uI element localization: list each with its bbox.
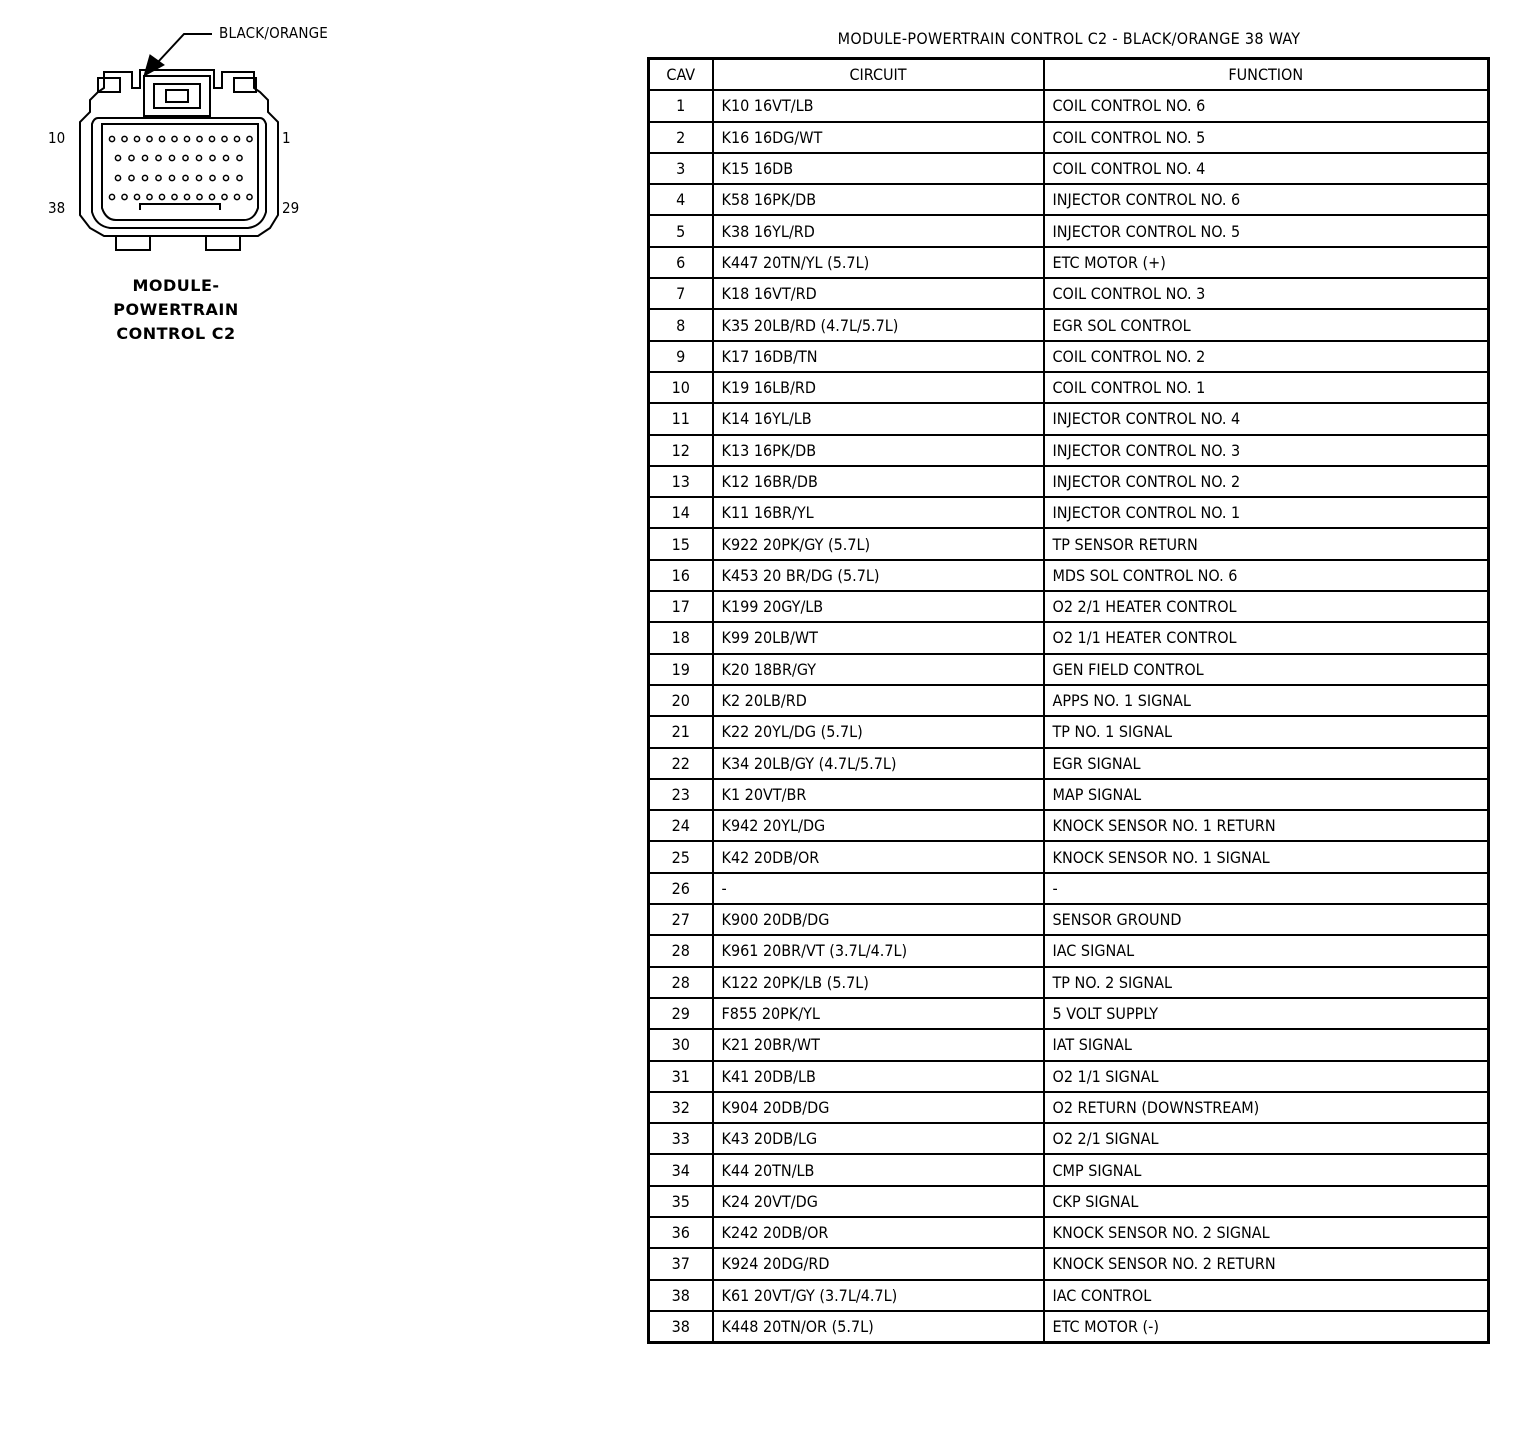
circuit-cell: K10 16VT/LB [713,90,1044,121]
cav-cell: 38 [649,1311,713,1343]
function-cell: ETC MOTOR (-) [1044,1311,1489,1343]
function-cell: O2 2/1 HEATER CONTROL [1044,591,1489,622]
pin-label-38: 38 [48,199,66,217]
connector-pin [115,155,120,160]
function-cell: COIL CONTROL NO. 1 [1044,372,1489,403]
table-row [649,810,1489,841]
cav-cell: 24 [649,810,713,841]
table-row [649,341,1489,372]
cav-cell: 35 [649,1186,713,1217]
connector-pin [210,155,215,160]
circuit-cell: K17 16DB/TN [713,341,1044,372]
cav-cell: 25 [649,841,713,872]
connector-pin [122,194,127,199]
pin-label-10: 10 [48,129,66,147]
connector-pin [209,136,214,141]
cav-cell: 3 [649,153,713,184]
cav-cell: 15 [649,528,713,559]
function-cell: ETC MOTOR (+) [1044,247,1489,278]
cav-cell: 22 [649,748,713,779]
cav-cell: 23 [649,779,713,810]
table-header-row [649,59,1489,91]
cav-cell: 1 [649,90,713,121]
table-body [649,90,1489,1342]
connector-pin [209,194,214,199]
circuit-cell: K24 20VT/DG [713,1186,1044,1217]
function-cell: COIL CONTROL NO. 2 [1044,341,1489,372]
header-cav: CAV [649,59,713,91]
connector-pin [159,136,164,141]
cav-cell: 16 [649,560,713,591]
circuit-cell: K18 16VT/RD [713,278,1044,309]
connector-pin [222,136,227,141]
connector-pin [234,194,239,199]
table-row [649,372,1489,403]
circuit-cell: K34 20LB/GY (4.7L/5.7L) [713,748,1044,779]
connector-pin [183,155,188,160]
cav-cell: 28 [649,967,713,998]
circuit-cell: K41 20DB/LB [713,1061,1044,1092]
function-cell: 5 VOLT SUPPLY [1044,998,1489,1029]
circuit-cell: K43 20DB/LG [713,1123,1044,1154]
table-row [649,1248,1489,1279]
circuit-cell: K942 20YL/DG [713,810,1044,841]
connector-pin [122,136,127,141]
function-cell: INJECTOR CONTROL NO. 3 [1044,435,1489,466]
circuit-cell: K924 20DG/RD [713,1248,1044,1279]
function-cell: IAT SIGNAL [1044,1029,1489,1060]
circuit-cell: F855 20PK/YL [713,998,1044,1029]
connector-pin [184,136,189,141]
function-cell: GEN FIELD CONTROL [1044,654,1489,685]
connector-pin [159,194,164,199]
function-cell: INJECTOR CONTROL NO. 1 [1044,497,1489,528]
connector-pin [183,175,188,180]
connector-pin [234,136,239,141]
pinout-table [647,57,1490,1344]
connector-pin [247,194,252,199]
circuit-cell: K1 20VT/BR [713,779,1044,810]
caption-line-2: POWERTRAIN [113,300,239,319]
connector-pin [210,175,215,180]
circuit-cell: - [713,873,1044,904]
table-row [649,935,1489,966]
connector-color-label: BLACK/ORANGE [219,24,328,42]
cav-cell: 36 [649,1217,713,1248]
cav-cell: 18 [649,622,713,653]
function-cell: O2 1/1 HEATER CONTROL [1044,622,1489,653]
connector-pin [129,155,134,160]
connector-pin [169,155,174,160]
table-row [649,1092,1489,1123]
cav-cell: 17 [649,591,713,622]
circuit-cell: K199 20GY/LB [713,591,1044,622]
cav-cell: 21 [649,716,713,747]
connector-pin [237,155,242,160]
header-circuit: CIRCUIT [713,59,1044,91]
table-row [649,622,1489,653]
function-cell: EGR SOL CONTROL [1044,309,1489,340]
cav-cell: 9 [649,341,713,372]
cav-cell: 13 [649,466,713,497]
cav-cell: 5 [649,215,713,246]
cav-cell: 11 [649,403,713,434]
circuit-cell: K21 20BR/WT [713,1029,1044,1060]
table-row [649,967,1489,998]
table-row [649,528,1489,559]
connector-diagram [0,0,600,360]
table-row [649,1186,1489,1217]
table-row [649,560,1489,591]
function-cell: INJECTOR CONTROL NO. 2 [1044,466,1489,497]
table-row [649,1311,1489,1343]
function-cell: IAC SIGNAL [1044,935,1489,966]
table-row [649,122,1489,153]
caption-line-1: MODULE- [132,276,220,295]
table-row [649,278,1489,309]
table-row [649,873,1489,904]
circuit-cell: K904 20DB/DG [713,1092,1044,1123]
table-row [649,309,1489,340]
circuit-cell: K122 20PK/LB (5.7L) [713,967,1044,998]
function-cell: COIL CONTROL NO. 5 [1044,122,1489,153]
connector-pin [156,175,161,180]
table-row [649,748,1489,779]
cav-cell: 4 [649,184,713,215]
connector-pin [169,175,174,180]
function-cell: O2 RETURN (DOWNSTREAM) [1044,1092,1489,1123]
circuit-cell: K20 18BR/GY [713,654,1044,685]
connector-pin [134,194,139,199]
connector-pin [142,155,147,160]
table-row [649,435,1489,466]
connector-pin [222,194,227,199]
table-row [649,90,1489,121]
cav-cell: 26 [649,873,713,904]
cav-cell: 34 [649,1154,713,1185]
table-row [649,685,1489,716]
function-cell: O2 2/1 SIGNAL [1044,1123,1489,1154]
table-row [649,497,1489,528]
connector-pin [134,136,139,141]
cav-cell: 2 [649,122,713,153]
table-row [649,998,1489,1029]
circuit-cell: K15 16DB [713,153,1044,184]
function-cell: TP SENSOR RETURN [1044,528,1489,559]
circuit-cell: K22 20YL/DG (5.7L) [713,716,1044,747]
cav-cell: 29 [649,998,713,1029]
function-cell: EGR SIGNAL [1044,748,1489,779]
connector-pin [196,175,201,180]
connector-pin [184,194,189,199]
connector-pin [197,136,202,141]
circuit-cell: K961 20BR/VT (3.7L/4.7L) [713,935,1044,966]
function-cell: KNOCK SENSOR NO. 1 SIGNAL [1044,841,1489,872]
cav-cell: 14 [649,497,713,528]
connector-pin [109,136,114,141]
function-cell: - [1044,873,1489,904]
function-cell: INJECTOR CONTROL NO. 4 [1044,403,1489,434]
connector-caption [96,274,256,346]
table-title: MODULE-POWERTRAIN CONTROL C2 - BLACK/ORANGE 38 WAY [837,29,1301,48]
cav-cell: 10 [649,372,713,403]
header-function: FUNCTION [1044,59,1489,91]
function-cell: CMP SIGNAL [1044,1154,1489,1185]
circuit-cell: K11 16BR/YL [713,497,1044,528]
cav-cell: 27 [649,904,713,935]
cav-cell: 33 [649,1123,713,1154]
circuit-cell: K13 16PK/DB [713,435,1044,466]
cav-cell: 30 [649,1029,713,1060]
circuit-cell: K58 16PK/DB [713,184,1044,215]
function-cell: SENSOR GROUND [1044,904,1489,935]
cav-cell: 32 [649,1092,713,1123]
pin-label-1: 1 [282,129,291,147]
connector-pin-grid [0,0,600,360]
circuit-cell: K448 20TN/OR (5.7L) [713,1311,1044,1343]
cav-cell: 31 [649,1061,713,1092]
circuit-cell: K16 16DG/WT [713,122,1044,153]
circuit-cell: K447 20TN/YL (5.7L) [713,247,1044,278]
table-row [649,1154,1489,1185]
function-cell: COIL CONTROL NO. 3 [1044,278,1489,309]
connector-pin [237,175,242,180]
table-row [649,904,1489,935]
circuit-cell: K242 20DB/OR [713,1217,1044,1248]
circuit-cell: K19 16LB/RD [713,372,1044,403]
cav-cell: 12 [649,435,713,466]
connector-pin [172,136,177,141]
table-row [649,153,1489,184]
function-cell: TP NO. 1 SIGNAL [1044,716,1489,747]
circuit-cell: K922 20PK/GY (5.7L) [713,528,1044,559]
cav-cell: 8 [649,309,713,340]
function-cell: O2 1/1 SIGNAL [1044,1061,1489,1092]
function-cell: COIL CONTROL NO. 6 [1044,90,1489,121]
table-row [649,1061,1489,1092]
connector-pin [156,155,161,160]
function-cell: APPS NO. 1 SIGNAL [1044,685,1489,716]
circuit-cell: K99 20LB/WT [713,622,1044,653]
circuit-cell: K35 20LB/RD (4.7L/5.7L) [713,309,1044,340]
function-cell: IAC CONTROL [1044,1280,1489,1311]
connector-pin [172,194,177,199]
function-cell: MAP SIGNAL [1044,779,1489,810]
table-row [649,215,1489,246]
circuit-cell: K44 20TN/LB [713,1154,1044,1185]
table-row [649,1123,1489,1154]
connector-pin [109,194,114,199]
connector-pin [147,194,152,199]
table-row [649,1029,1489,1060]
function-cell: KNOCK SENSOR NO. 2 SIGNAL [1044,1217,1489,1248]
table-row [649,654,1489,685]
function-cell: KNOCK SENSOR NO. 1 RETURN [1044,810,1489,841]
circuit-cell: K61 20VT/GY (3.7L/4.7L) [713,1280,1044,1311]
function-cell: INJECTOR CONTROL NO. 5 [1044,215,1489,246]
table-row [649,591,1489,622]
cav-cell: 38 [649,1280,713,1311]
table-row [649,184,1489,215]
table-row [649,716,1489,747]
pin-label-29: 29 [282,199,300,217]
cav-cell: 20 [649,685,713,716]
connector-pin [142,175,147,180]
function-cell: MDS SOL CONTROL NO. 6 [1044,560,1489,591]
function-cell: TP NO. 2 SIGNAL [1044,967,1489,998]
connector-pin [223,175,228,180]
connector-pin [223,155,228,160]
circuit-cell: K38 16YL/RD [713,215,1044,246]
cav-cell: 7 [649,278,713,309]
cav-cell: 6 [649,247,713,278]
table-row [649,403,1489,434]
connector-pin [115,175,120,180]
function-cell: INJECTOR CONTROL NO. 6 [1044,184,1489,215]
function-cell: CKP SIGNAL [1044,1186,1489,1217]
caption-line-3: CONTROL C2 [116,324,236,343]
cav-cell: 19 [649,654,713,685]
circuit-cell: K2 20LB/RD [713,685,1044,716]
table-row [649,1217,1489,1248]
connector-pin [129,175,134,180]
connector-pin [197,194,202,199]
circuit-cell: K900 20DB/DG [713,904,1044,935]
table-row [649,841,1489,872]
circuit-cell: K453 20 BR/DG (5.7L) [713,560,1044,591]
connector-pin [147,136,152,141]
function-cell: COIL CONTROL NO. 4 [1044,153,1489,184]
function-cell: KNOCK SENSOR NO. 2 RETURN [1044,1248,1489,1279]
circuit-cell: K12 16BR/DB [713,466,1044,497]
connector-pin [196,155,201,160]
table-row [649,1280,1489,1311]
cav-cell: 28 [649,935,713,966]
circuit-cell: K14 16YL/LB [713,403,1044,434]
connector-pin [247,136,252,141]
table-row [649,779,1489,810]
table-row [649,247,1489,278]
table-row [649,466,1489,497]
circuit-cell: K42 20DB/OR [713,841,1044,872]
cav-cell: 37 [649,1248,713,1279]
